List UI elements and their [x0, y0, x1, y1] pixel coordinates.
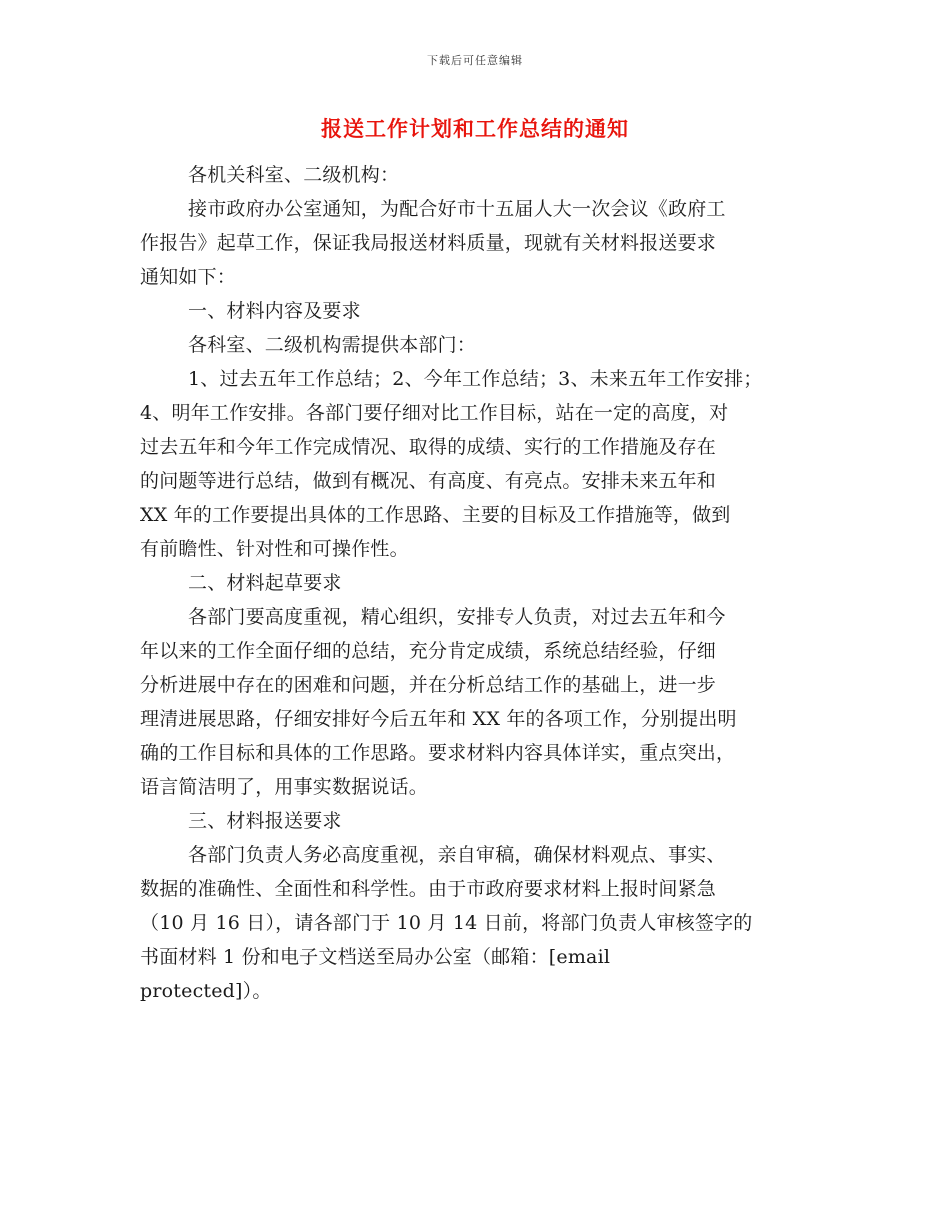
- body-line: 接市政府办公室通知，为配合好市十五届人大一次会议《政府工: [188, 198, 726, 220]
- section-heading: 三、材料报送要求: [188, 810, 342, 832]
- body-line: 书面材料 1 份和电子文档送至局办公室（邮箱：[email: [140, 946, 611, 968]
- section-heading: 一、材料内容及要求: [188, 300, 361, 322]
- body-line: 各部门要高度重视，精心组织，安排专人负责，对过去五年和今: [188, 606, 726, 628]
- body-line: 有前瞻性、针对性和可操作性。: [140, 538, 409, 560]
- body-line: 各部门负责人务必高度重视，亲自审稿，确保材料观点、事实、: [188, 844, 726, 866]
- body-line: 数据的准确性、全面性和科学性。由于市政府要求材料上报时间紧急: [140, 878, 717, 900]
- body-line: 过去五年和今年工作完成情况、取得的成绩、实行的工作措施及存在: [140, 436, 717, 458]
- body-line: 1、过去五年工作总结；2、今年工作总结；3、未来五年工作安排；: [188, 368, 763, 390]
- body-line: 各机关科室、二级机构：: [188, 164, 400, 186]
- body-line: 确的工作目标和具体的工作思路。要求材料内容具体详实，重点突出，: [140, 742, 736, 764]
- body-line: 年以来的工作全面仔细的总结，充分肯定成绩，系统总结经验，仔细: [140, 640, 717, 662]
- document-body: [140, 158, 810, 1008]
- section-heading: 二、材料起草要求: [188, 572, 342, 594]
- page-header-note: 下载后可任意编辑: [427, 54, 523, 67]
- body-line: 分析进展中存在的困难和问题，并在分析总结工作的基础上，进一步: [140, 674, 717, 696]
- body-line: 各科室、二级机构需提供本部门：: [188, 334, 477, 356]
- body-line: 作报告》起草工作，保证我局报送材料质量，现就有关材料报送要求: [140, 232, 717, 254]
- body-line: 理清进展思路，仔细安排好今后五年和 XX 年的各项工作，分别提出明: [140, 708, 737, 730]
- body-line: （10 月 16 日），请各部门于 10 月 14 日前，将部门负责人审核签字的: [140, 912, 753, 934]
- body-line: 4、明年工作安排。各部门要仔细对比工作目标，站在一定的高度，对: [140, 402, 729, 424]
- document-title: 报送工作计划和工作总结的通知: [321, 116, 629, 141]
- body-line: 的问题等进行总结，做到有概况、有高度、有亮点。安排未来五年和: [140, 470, 717, 492]
- body-line: XX 年的工作要提出具体的工作思路、主要的目标及工作措施等，做到: [140, 504, 731, 526]
- body-line: 语言简洁明了，用事实数据说话。: [140, 776, 429, 798]
- body-line: protected]）。: [140, 980, 272, 1002]
- body-line: 通知如下：: [140, 266, 237, 288]
